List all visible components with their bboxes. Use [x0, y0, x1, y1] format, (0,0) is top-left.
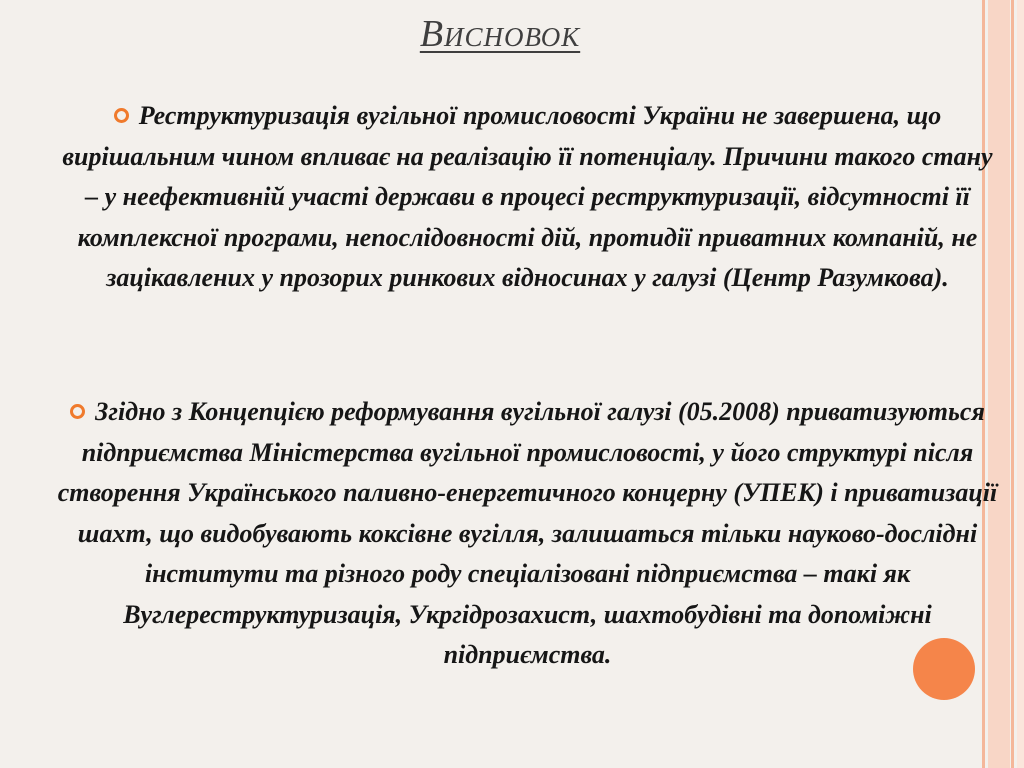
bullet-text: Згідно з Концепцією реформування вугільної галузі (05.2008) приватизуються підприємства Міністерства вугільної промисловості, у його структурі після створення Українського паливно-енергетичного концерну (УПЕК) і приватизації шахт, що видобувають коксівне вугілля, залишаться тільки науково-дослідні інститути та різного роду спеціалізовані підприємства – такі як Вуглереструктуризація, Укргідрозахист, шахтобудівні та допоміжні підприємства.: [57, 397, 998, 669]
ring-bullet-icon: [114, 108, 129, 123]
decorative-stripe: [1017, 0, 1024, 768]
orange-circle-decoration: [913, 638, 975, 700]
slide-title: Висновок: [419, 13, 581, 55]
decorative-stripe: [1011, 0, 1014, 768]
ring-bullet-icon: [70, 404, 85, 419]
bullet-paragraph: [55, 392, 1000, 676]
bullet-text: Реструктуризація вугільної промисловості України не завершена, що вирішальним чином впливає на реалізацію її потенціалу. Причини такого стану – у неефективній участі держави в процесі реструктуризації, відсутності її комплексної програми, непослідовності дій, протидії приватних компаній, не зацікавлених у прозорих ринкових відносинах у галузі (Центр Разумкова).: [62, 101, 993, 292]
bullet-paragraph: [55, 96, 1000, 299]
